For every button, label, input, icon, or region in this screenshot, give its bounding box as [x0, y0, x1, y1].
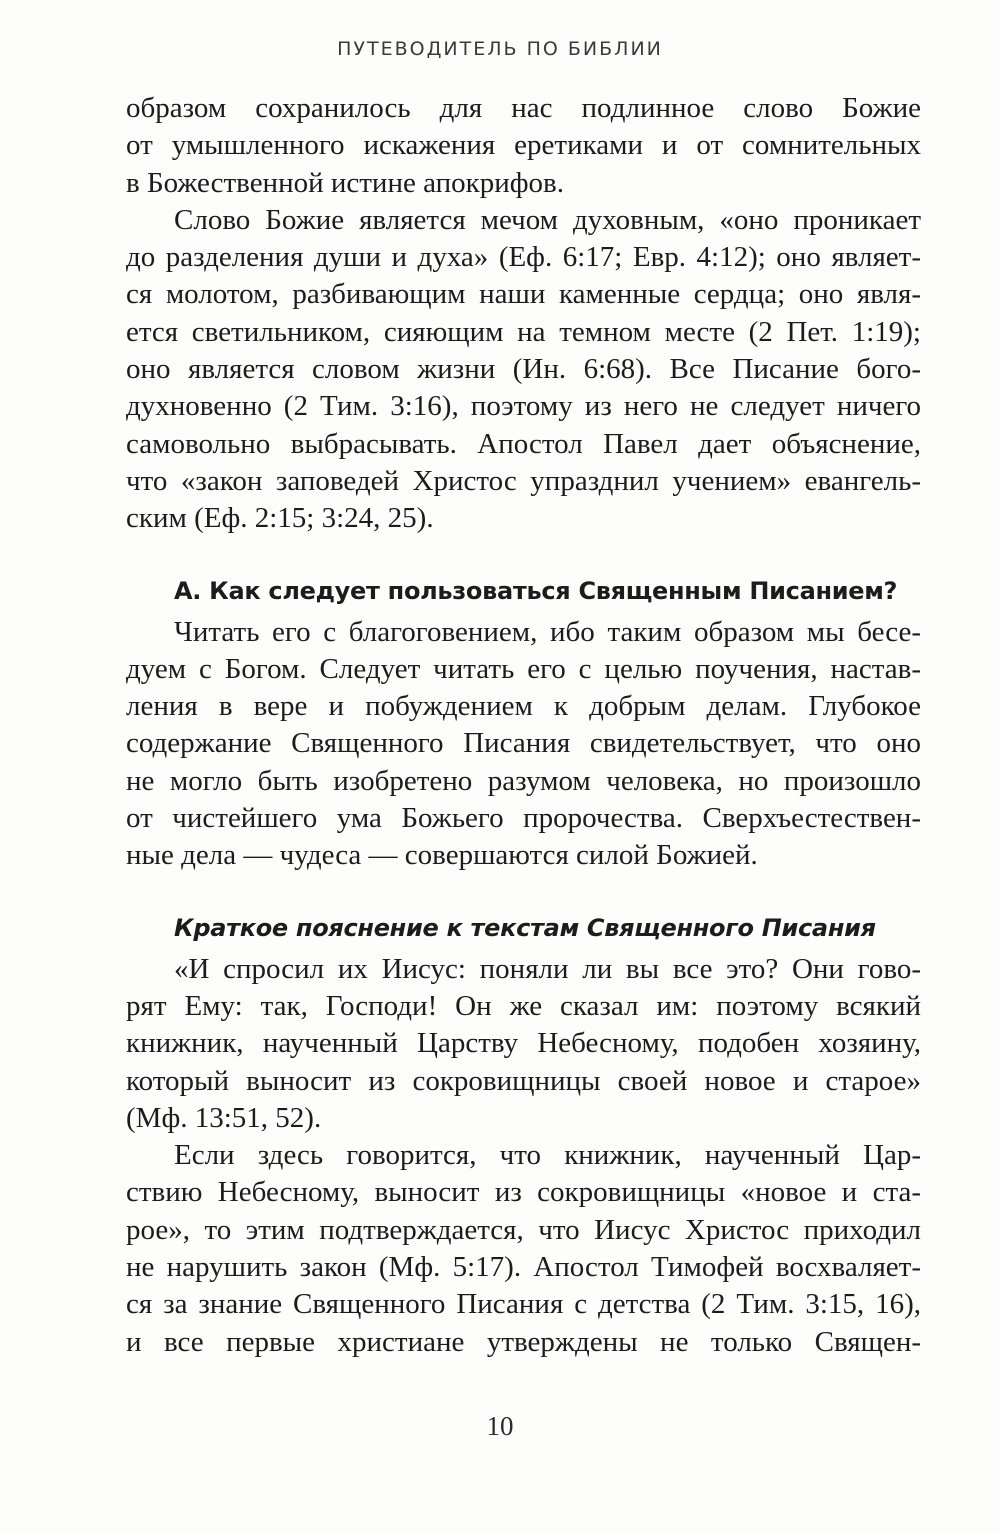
- text-line: книжник, наученный Царству Небесному, подобен хозяину,: [126, 1027, 921, 1060]
- text-line: оно является словом жизни (Ин. 6:68). Все Писание бого-: [126, 353, 921, 386]
- paragraph-how-to-use: [126, 614, 921, 875]
- running-head: ПУТЕВОДИТЕЛЬ ПО БИБЛИИ: [337, 38, 663, 60]
- section-spacer: [126, 538, 921, 574]
- text-line: дуем с Богом. Следует читать его с целью поучения, настав-: [126, 652, 921, 685]
- text-line: Если здесь говорится, что книжник, наученный Цар-: [174, 1139, 921, 1172]
- body-text: [126, 90, 921, 1361]
- text-line: который выносит из сокровищницы своей новое и старое»: [126, 1064, 921, 1097]
- page-number: 10: [486, 1411, 514, 1441]
- text-line: ствию Небесному, выносит из сокровищницы «новое и ста-: [126, 1176, 921, 1209]
- text-line: от умышленного искажения еретиками и от сомнительных: [126, 129, 921, 162]
- paragraph-continuation: [126, 90, 921, 202]
- subsection-heading: Краткое пояснение к текстам Священного Писания: [174, 913, 876, 942]
- text-line: рят Ему: так, Господи! Он же сказал им: поэтому всякий: [126, 989, 921, 1022]
- text-line: не нарушить закон (Мф. 5:17). Апостол Тимофей восхваляет-: [126, 1251, 921, 1284]
- text-line: не могло быть изобретено разумом человека, но произошло: [126, 764, 921, 797]
- paragraph-scribe: [126, 1137, 921, 1361]
- text-line: ления в вере и побуждением к добрым делам. Глубокое: [126, 690, 921, 723]
- text-line: рое», то этим подтверждается, что Иисус Христос приходил: [126, 1213, 921, 1246]
- text-line: духновенно (2 Тим. 3:16), поэтому из него не следует ничего: [126, 390, 921, 423]
- text-line: от чистейшего ума Божьего пророчества. Сверхъестествен-: [126, 802, 921, 835]
- text-line: и все первые христиане утверждены не только Священ-: [126, 1325, 921, 1358]
- text-line: ся молотом, разбивающим наши каменные сердца; оно явля-: [126, 278, 921, 311]
- text-line: ским (Еф. 2:15; 3:24, 25).: [126, 502, 434, 535]
- text-line: содержание Священного Писания свидетельствует, что оно: [126, 727, 921, 760]
- text-line: в Божественной истине апокрифов.: [126, 166, 564, 199]
- section-heading: А. Как следует пользоваться Священным Писанием?: [174, 576, 898, 605]
- text-line: «И спросил их Иисус: поняли ли вы все это? Они гово-: [174, 952, 921, 985]
- text-line: самовольно выбрасывать. Апостол Павел дает объяснение,: [126, 427, 921, 460]
- section-spacer: [126, 875, 921, 911]
- text-line: (Мф. 13:51, 52).: [126, 1101, 322, 1134]
- text-line: что «закон заповедей Христос упразднил учением» евангель-: [126, 464, 921, 497]
- text-line: ется светильником, сияющим на темном месте (2 Пет. 1:19);: [126, 315, 921, 348]
- paragraph-word-of-god: [126, 202, 921, 538]
- text-line: ные дела — чудеса — совершаются силой Божией.: [126, 839, 758, 872]
- text-line: образом сохранилось для нас подлинное слово Божие: [126, 92, 921, 124]
- text-line: Слово Божие является мечом духовным, «оно проникает: [174, 203, 921, 236]
- paragraph-quote: [126, 951, 921, 1137]
- text-line: до разделения души и духа» (Еф. 6:17; Евр. 4:12); оно являет-: [126, 241, 921, 274]
- text-line: ся за знание Священного Писания с детства (2 Тим. 3:15, 16),: [126, 1288, 921, 1321]
- text-line: Читать его с благоговением, ибо таким образом мы бесе-: [174, 615, 921, 648]
